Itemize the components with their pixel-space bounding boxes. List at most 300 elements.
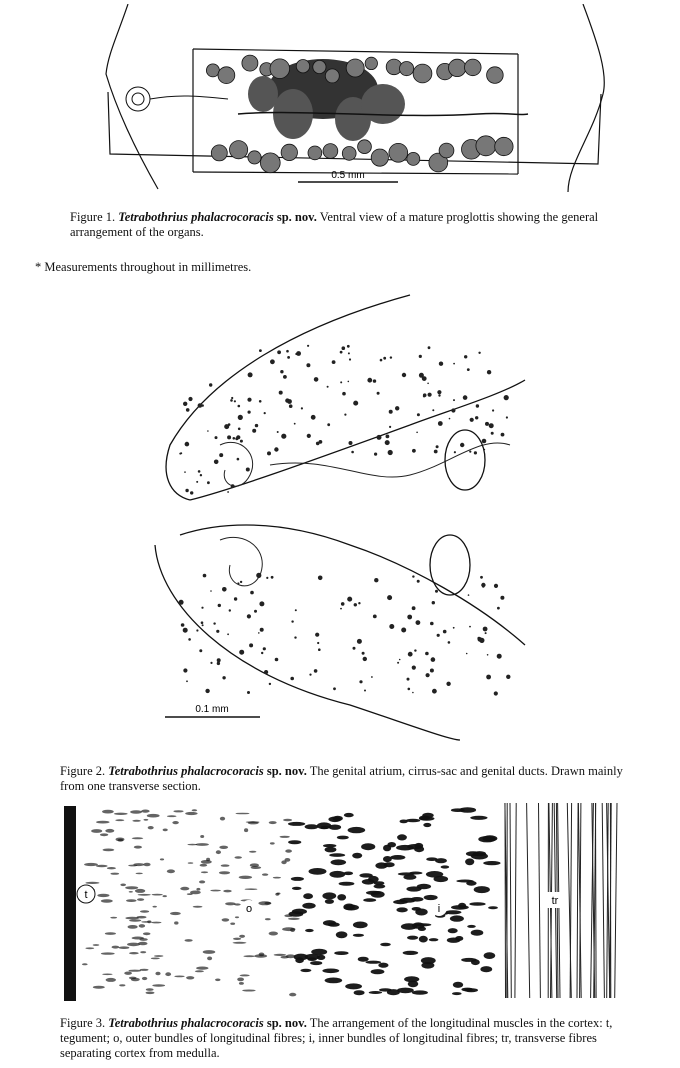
stipple-dot: [239, 650, 244, 655]
muscle-fibre: [137, 898, 144, 901]
stipple-dot: [402, 373, 406, 377]
figure-2-caption-text: The genital atrium, cirrus-sac and genital ducts. Drawn mainly from one transverse section.: [60, 764, 623, 793]
stipple-dot: [426, 673, 430, 677]
muscle-fibre: [275, 893, 279, 896]
testis-circle: [313, 60, 326, 73]
muscle-fibre: [165, 972, 171, 976]
muscle-fibre: [146, 988, 154, 991]
muscle-fibre: [317, 955, 326, 960]
muscle-fibre: [93, 986, 105, 989]
stipple-dot: [261, 652, 263, 654]
stipple-dot: [481, 583, 485, 587]
muscle-fibre: [390, 855, 405, 860]
stipple-dot: [412, 449, 416, 453]
muscle-fibre: [239, 982, 244, 985]
stipple-dot: [347, 597, 352, 602]
muscle-fibre: [471, 959, 480, 965]
muscle-fibre: [242, 990, 256, 992]
stipple-dot: [453, 399, 455, 401]
stipple-dot: [437, 634, 440, 637]
stipple-dot: [388, 450, 393, 455]
muscle-fibre: [467, 925, 476, 928]
stipple-dot: [203, 574, 207, 578]
muscle-fibre: [483, 861, 500, 865]
muscle-fibre: [406, 886, 421, 891]
stipple-dot: [419, 355, 422, 358]
stipple-dot: [357, 639, 362, 644]
stipple-dot: [227, 435, 231, 439]
stipple-dot: [277, 431, 279, 433]
muscle-fibre: [112, 946, 120, 949]
stipple-dot: [184, 471, 186, 473]
muscle-fibre: [323, 920, 336, 926]
muscle-fibre: [105, 932, 116, 935]
stipple-dot: [214, 460, 219, 465]
muscle-fibre: [130, 810, 142, 813]
stipple-dot: [485, 632, 487, 634]
muscle-fibre: [126, 899, 137, 902]
muscle-fibre: [408, 981, 419, 988]
figure-1-number: Figure 1.: [70, 210, 116, 224]
testis-circle: [325, 69, 339, 83]
muscle-fibre: [259, 953, 265, 957]
muscle-fibre: [201, 871, 208, 873]
muscle-fibre: [397, 988, 414, 994]
muscle-fibre: [451, 905, 469, 910]
stipple-dot: [506, 675, 510, 679]
muscle-fibre: [325, 847, 337, 853]
stipple-dot: [227, 633, 229, 635]
stipple-dot: [240, 581, 242, 583]
muscle-fibre: [140, 969, 149, 971]
stipple-dot: [275, 658, 279, 662]
muscle-fibre: [262, 873, 268, 875]
testis-circle: [218, 67, 235, 84]
stipple-dot: [271, 576, 274, 579]
muscle-fibre: [136, 873, 143, 875]
stipple-dot: [207, 481, 210, 484]
testis-circle: [342, 147, 356, 161]
stipple-dot: [432, 689, 437, 694]
muscle-fibre: [110, 917, 117, 919]
muscle-fibre: [223, 890, 231, 893]
stipple-dot: [317, 642, 319, 644]
stipple-dot: [374, 453, 377, 456]
stipple-dot: [497, 654, 502, 659]
muscle-fibre: [233, 942, 247, 944]
stipple-dot: [234, 597, 237, 600]
muscle-fibre: [128, 865, 137, 867]
stipple-dot: [399, 659, 401, 661]
label-transverse-fibres: tr: [551, 895, 559, 907]
stipple-dot: [443, 630, 447, 634]
stipple-dot: [389, 410, 393, 414]
stipple-dot: [186, 408, 190, 412]
stipple-dot: [309, 674, 311, 676]
stipple-dot: [351, 451, 354, 454]
stipple-dot: [428, 346, 431, 349]
stipple-dot: [412, 575, 414, 577]
figure-2-number: Figure 2.: [60, 764, 106, 778]
muscle-fibre: [305, 824, 319, 829]
muscle-fibre: [291, 877, 304, 881]
muscle-fibre: [282, 927, 295, 931]
muscle-fibre: [128, 925, 138, 929]
muscle-fibre: [239, 876, 252, 879]
muscle-fibre: [200, 835, 204, 838]
muscle-fibre: [352, 853, 362, 859]
muscle-fibre: [415, 909, 427, 916]
muscle-fibre: [302, 903, 315, 909]
muscle-fibre: [239, 935, 245, 938]
muscle-fibre: [418, 927, 426, 931]
stipple-dot: [494, 691, 498, 695]
stipple-dot: [358, 602, 360, 604]
muscle-fibre: [193, 906, 203, 908]
muscle-fibre: [447, 938, 461, 943]
muscle-fibre: [85, 882, 99, 884]
muscle-fibre: [397, 834, 407, 840]
stipple-dot: [416, 620, 421, 625]
muscle-fibre: [200, 864, 208, 867]
stipple-dot: [286, 350, 289, 353]
muscle-fibre: [138, 894, 151, 896]
testis-circle: [407, 152, 420, 165]
muscle-fibre: [144, 819, 149, 821]
stipple-dot: [412, 606, 416, 610]
muscle-fibre: [154, 955, 163, 957]
muscle-fibre: [343, 904, 354, 911]
figure-2-caption: [60, 764, 650, 794]
muscle-fibre: [269, 932, 278, 936]
muscle-fibre: [288, 840, 301, 844]
muscle-fibre: [288, 918, 300, 920]
testis-circle: [487, 67, 504, 84]
stipple-dot: [354, 603, 357, 606]
figure-2-drawing: [150, 285, 530, 755]
stipple-dot: [290, 677, 294, 681]
stipple-dot: [264, 670, 268, 674]
stipple-dot: [210, 590, 212, 592]
muscle-fibre: [283, 819, 292, 822]
muscle-fibre: [96, 865, 108, 867]
stipple-dot: [301, 407, 303, 409]
stipple-dot: [416, 432, 418, 434]
stipple-dot: [279, 391, 283, 395]
figure-1-status: sp. nov.: [276, 210, 317, 224]
stipple-dot: [340, 608, 342, 610]
muscle-fibre: [488, 906, 498, 909]
testis-circle: [358, 140, 372, 154]
muscle-fibre: [152, 894, 163, 896]
muscle-fibre: [411, 897, 424, 902]
stipple-dot: [229, 609, 231, 611]
muscle-fibre: [186, 976, 194, 979]
muscle-fibre: [103, 849, 115, 852]
muscle-fibre: [309, 868, 327, 875]
muscle-fibre: [129, 919, 141, 922]
muscle-fibre: [102, 974, 113, 976]
stipple-dot: [240, 440, 243, 443]
muscle-fibre: [289, 911, 304, 917]
muscle-fibre: [310, 961, 322, 965]
muscle-fibre: [270, 842, 275, 844]
muscle-fibre: [353, 922, 368, 929]
stipple-dot: [491, 432, 494, 435]
muscle-fibre: [163, 895, 167, 897]
stipple-dot: [430, 622, 434, 626]
stipple-dot: [417, 580, 420, 583]
stipple-dot: [478, 352, 480, 354]
stipple-dot: [469, 451, 471, 453]
muscle-fibre: [134, 846, 142, 849]
stipple-dot: [217, 658, 221, 662]
stipple-dot: [332, 360, 336, 364]
stipple-dot: [439, 362, 443, 366]
stipple-dot: [487, 370, 491, 374]
muscle-fibre: [345, 983, 362, 989]
muscle-fibre: [465, 858, 474, 865]
muscle-fibre: [188, 862, 194, 864]
figure-2-status: sp. nov.: [266, 764, 307, 778]
stipple-dot: [353, 401, 358, 406]
muscle-fibre: [396, 907, 407, 912]
muscle-fibre: [371, 891, 385, 898]
stipple-dot: [258, 632, 260, 634]
muscle-fibre: [185, 939, 193, 942]
stipple-dot: [185, 442, 190, 447]
muscle-fibre: [464, 988, 478, 992]
muscle-fibre: [174, 976, 184, 978]
muscle-fibre: [201, 860, 212, 864]
stipple-dot: [497, 607, 500, 610]
muscle-fibre: [369, 991, 382, 994]
stipple-dot: [342, 346, 346, 350]
stipple-dot: [454, 451, 456, 453]
testis-circle: [439, 143, 454, 158]
stipple-dot: [209, 383, 212, 386]
stipple-dot: [190, 491, 193, 494]
stipple-dot: [199, 649, 202, 652]
muscle-fibre: [215, 979, 220, 982]
stipple-dot: [340, 351, 343, 354]
stipple-dot: [417, 413, 420, 416]
muscle-fibre: [384, 862, 395, 867]
stipple-dot: [234, 400, 236, 402]
muscle-fibre: [101, 952, 115, 954]
muscle-fibre: [105, 829, 114, 833]
stipple-dot: [205, 689, 209, 693]
muscle-fibre: [85, 947, 94, 949]
testis-circle: [476, 136, 496, 156]
muscle-fibre: [236, 813, 250, 815]
muscle-fibre: [378, 963, 388, 968]
muscle-fibre: [407, 844, 421, 849]
stipple-dot: [449, 418, 451, 420]
muscle-fibre: [329, 853, 345, 857]
stipple-dot: [247, 398, 251, 402]
stipple-dot: [407, 615, 412, 620]
testis-circle: [495, 137, 513, 155]
muscle-fibre: [114, 813, 128, 815]
label-tegument: t: [84, 889, 88, 901]
figure-1-caption-text: Ventral view of a mature proglottis showing the general arrangement of the organs.: [70, 210, 599, 239]
muscle-fibre: [119, 946, 130, 949]
stipple-dot: [295, 353, 297, 355]
muscle-fibre: [325, 978, 343, 984]
muscle-fibre: [192, 809, 198, 811]
muscle-fibre: [107, 867, 116, 869]
muscle-fibre: [115, 819, 124, 821]
stipple-dot: [247, 614, 251, 618]
stipple-dot: [260, 628, 264, 632]
figure-1-drawing: [98, 4, 613, 194]
muscle-fibre: [429, 938, 439, 941]
muscle-fibre: [300, 969, 311, 972]
muscle-fibre: [152, 984, 165, 986]
muscle-fibre: [285, 849, 292, 852]
muscle-fibre: [274, 954, 286, 956]
stipple-dot: [236, 435, 240, 439]
muscle-fibre: [424, 895, 438, 900]
stipple-dot: [475, 416, 478, 419]
stipple-dot: [201, 621, 204, 624]
stipple-dot: [202, 624, 204, 626]
muscle-fibre: [219, 871, 230, 874]
stipple-dot: [425, 652, 429, 656]
muscle-fibre: [484, 952, 496, 959]
muscle-fibre: [480, 966, 492, 972]
stipple-dot: [363, 657, 367, 661]
muscle-fibre: [354, 990, 365, 995]
muscle-fibre: [222, 918, 230, 921]
muscle-fibre: [407, 936, 418, 940]
muscle-fibre: [210, 890, 221, 892]
muscle-fibre: [237, 978, 244, 982]
stipple-dot: [466, 653, 468, 655]
stipple-dot: [238, 428, 241, 431]
muscle-fibre: [471, 930, 484, 936]
stipple-dot: [307, 345, 309, 347]
stipple-dot: [435, 590, 438, 593]
stipple-dot: [451, 408, 455, 412]
stipple-dot: [380, 359, 383, 362]
stipple-dot: [478, 637, 483, 642]
stipple-dot: [446, 682, 450, 686]
muscle-fibre: [393, 900, 408, 904]
muscle-fibre: [129, 970, 142, 972]
measurement-footnote: * Measurements throughout in millimetres.: [35, 260, 252, 274]
muscle-fibre: [180, 887, 189, 891]
stipple-dot: [250, 591, 254, 595]
muscle-fibre: [459, 807, 476, 813]
stipple-dot: [383, 357, 386, 360]
stipple-dot: [348, 381, 350, 383]
stipple-dot: [437, 390, 441, 394]
muscle-fibre: [174, 921, 178, 924]
muscle-fibre: [173, 810, 183, 812]
muscle-fibre: [96, 821, 110, 824]
stipple-dot: [227, 491, 229, 493]
stipple-dot: [389, 426, 391, 428]
stipple-dot: [401, 628, 406, 633]
figure-3-number: Figure 3.: [60, 1016, 106, 1030]
stipple-dot: [259, 400, 262, 403]
muscle-fibre: [423, 823, 431, 827]
testis-circle: [248, 151, 261, 164]
stipple-dot: [281, 434, 286, 439]
muscle-fibre: [203, 950, 216, 954]
muscle-fibre: [336, 931, 348, 938]
stipple-dot: [180, 452, 182, 454]
stipple-dot: [249, 643, 253, 647]
muscle-fibre: [163, 829, 168, 832]
muscle-fibre: [412, 990, 428, 994]
stipple-dot: [349, 441, 353, 445]
stipple-dot: [207, 430, 209, 432]
stipple-dot: [353, 647, 356, 650]
stipple-dot: [231, 397, 233, 399]
muscle-fibre: [143, 932, 151, 935]
muscle-fibre: [196, 843, 209, 846]
stipple-dot: [362, 652, 365, 655]
stipple-dot: [359, 680, 362, 683]
muscle-fibre: [127, 943, 140, 947]
muscle-fibre: [366, 961, 382, 964]
stipple-dot: [448, 641, 451, 644]
muscle-fibre: [273, 877, 281, 879]
muscle-fibre: [344, 813, 354, 817]
stipple-dot: [196, 629, 198, 631]
stipple-dot: [371, 676, 373, 678]
muscle-fibre: [221, 864, 230, 866]
testis-circle: [260, 153, 280, 173]
testis-circle: [400, 62, 414, 76]
muscle-fibre: [246, 821, 260, 823]
muscle-fibre: [288, 822, 305, 826]
stipple-dot: [327, 423, 330, 426]
muscle-fibre: [185, 812, 197, 815]
stipple-dot: [430, 669, 434, 673]
muscle-fibre: [333, 816, 343, 821]
stipple-dot: [474, 451, 477, 454]
stipple-dot: [470, 418, 474, 422]
testis-circle: [230, 141, 248, 159]
muscle-fibre: [148, 826, 154, 829]
testis-circle: [206, 64, 219, 77]
stipple-dot: [327, 386, 329, 388]
muscle-fibre: [303, 893, 313, 899]
muscle-fibre: [371, 969, 385, 974]
stipple-dot: [201, 607, 203, 609]
muscle-fibre: [289, 993, 296, 997]
stipple-dot: [412, 666, 416, 670]
stipple-dot: [280, 370, 283, 373]
stipple-dot: [287, 356, 290, 359]
stipple-dot: [414, 649, 416, 651]
muscle-fibre: [348, 827, 366, 833]
muscle-fibre: [140, 910, 149, 913]
muscle-fibre: [325, 899, 334, 904]
figure-1-scale-label: 0.5 mm: [331, 170, 365, 181]
figure-3-drawing: [64, 798, 629, 1003]
figure-2-species: Tetrabothrius phalacrocoracis: [108, 764, 264, 778]
muscle-fibre: [220, 817, 225, 821]
stipple-dot: [427, 383, 429, 385]
muscle-fibre: [97, 894, 109, 897]
muscle-fibre: [129, 977, 137, 980]
muscle-fibre: [329, 871, 345, 878]
